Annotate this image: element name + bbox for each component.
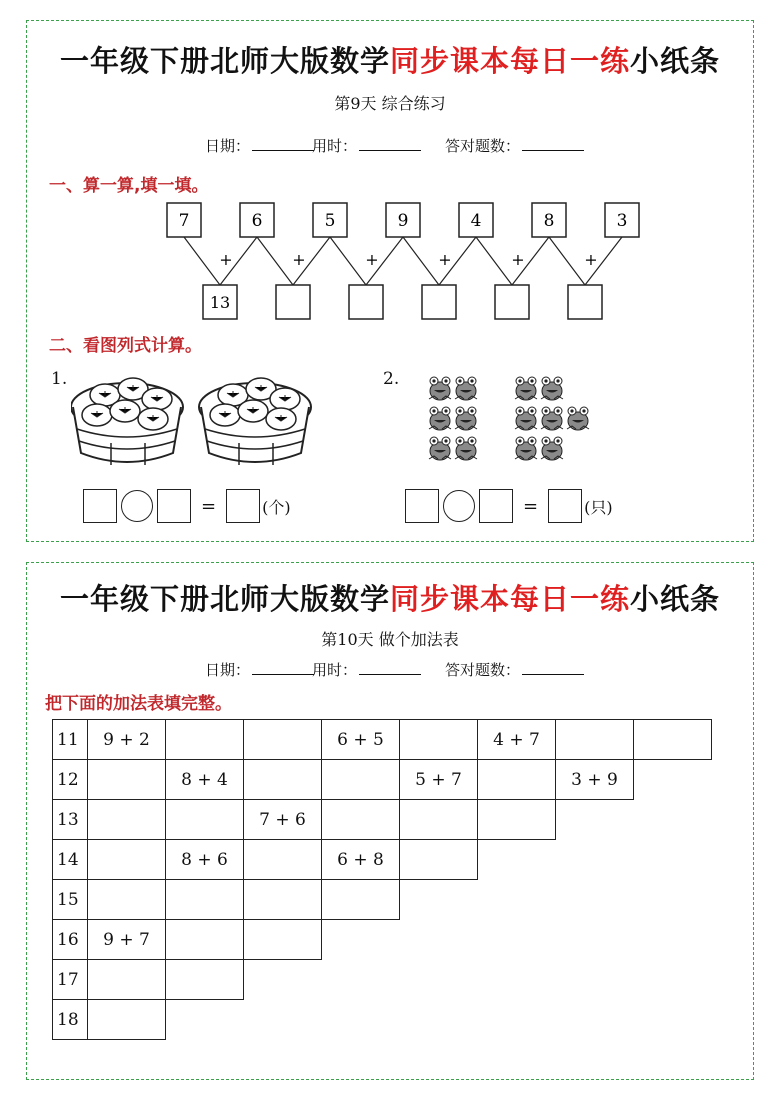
empty-space	[244, 960, 322, 1000]
table-cell[interactable]	[166, 960, 244, 1000]
sum-label: 14	[53, 840, 88, 880]
question1-label: 1.	[51, 369, 68, 389]
frog-icon	[429, 437, 451, 460]
table-row	[53, 960, 712, 1000]
empty-space	[634, 800, 712, 840]
answer-box[interactable]	[405, 489, 439, 523]
score-label: 答对题数：	[445, 137, 521, 155]
question2-label: 2.	[383, 369, 400, 389]
question1-equation	[83, 489, 291, 523]
frog-icon	[541, 437, 563, 460]
question2-equation	[405, 489, 613, 523]
equals-sign: =	[523, 495, 539, 517]
frog-icon	[429, 377, 451, 400]
frog-icon	[515, 377, 537, 400]
time-field[interactable]	[312, 659, 421, 680]
sum-label: 15	[53, 880, 88, 920]
table-cell[interactable]	[400, 800, 478, 840]
time-field[interactable]	[312, 135, 421, 156]
empty-space	[634, 1000, 712, 1040]
equals-sign: =	[201, 495, 217, 517]
table-cell[interactable]: 6 + 5	[322, 720, 400, 760]
title-part-red: 同步课本每日一练	[389, 44, 630, 78]
title-part-a: 一年级下册北师大版数学	[59, 44, 390, 78]
result-box[interactable]	[422, 285, 456, 319]
sheet2-title	[27, 577, 753, 618]
sum-label: 12	[53, 760, 88, 800]
empty-space	[556, 1000, 634, 1040]
time-label: 用时：	[312, 661, 358, 679]
table-cell[interactable]: 6 + 8	[322, 840, 400, 880]
empty-space	[478, 960, 556, 1000]
answer-box[interactable]	[548, 489, 582, 523]
table-row	[53, 800, 712, 840]
date-field[interactable]	[205, 135, 314, 156]
frog-icon	[429, 407, 451, 430]
score-field[interactable]	[445, 135, 584, 156]
frog-icon	[455, 377, 477, 400]
date-label: 日期：	[205, 137, 251, 155]
top-number: 3	[616, 211, 628, 231]
table-cell[interactable]: 9 + 7	[88, 920, 166, 960]
table-cell[interactable]	[556, 720, 634, 760]
table-cell[interactable]	[478, 800, 556, 840]
frog-icon	[455, 407, 477, 430]
empty-space	[322, 960, 400, 1000]
time-label: 用时：	[312, 137, 358, 155]
sheet1-subtitle: 第9天 综合练习	[334, 94, 446, 113]
sum-label: 13	[53, 800, 88, 840]
empty-space	[478, 880, 556, 920]
plus-sign: +	[219, 250, 233, 269]
empty-space	[166, 1000, 244, 1040]
empty-space	[400, 960, 478, 1000]
empty-space	[634, 840, 712, 880]
top-number: 5	[324, 211, 336, 231]
sheet1-title	[27, 39, 753, 80]
empty-space	[634, 920, 712, 960]
table-cell[interactable]	[400, 720, 478, 760]
answer-box[interactable]	[157, 489, 191, 523]
top-number: 8	[543, 211, 555, 231]
sum-label: 17	[53, 960, 88, 1000]
section2-heading: 二、看图列式计算。	[49, 336, 202, 356]
table-cell[interactable]	[244, 920, 322, 960]
table-cell[interactable]	[166, 920, 244, 960]
title-part-b: 小纸条	[630, 44, 721, 78]
table-cell[interactable]: 5 + 7	[400, 760, 478, 800]
empty-space	[322, 920, 400, 960]
answer-box[interactable]	[83, 489, 117, 523]
empty-space	[478, 920, 556, 960]
dumpling-baskets-illustration	[71, 365, 341, 475]
title-part-red: 同步课本每日一练	[389, 582, 630, 616]
section1-heading: 一、算一算,填一填。	[49, 176, 209, 196]
answer-box[interactable]	[479, 489, 513, 523]
table-cell[interactable]	[244, 840, 322, 880]
result-box[interactable]	[495, 285, 529, 319]
frog-icon	[541, 377, 563, 400]
table-row	[53, 720, 712, 760]
plus-sign: +	[584, 250, 598, 269]
table-cell[interactable]	[244, 880, 322, 920]
empty-space	[400, 880, 478, 920]
score-field[interactable]	[445, 659, 584, 680]
title-part-b: 小纸条	[630, 582, 721, 616]
frog-icon	[541, 407, 563, 430]
sum-label: 18	[53, 1000, 88, 1040]
empty-space	[634, 880, 712, 920]
title-part-a: 一年级下册北师大版数学	[59, 582, 390, 616]
table-cell[interactable]	[88, 1000, 166, 1040]
empty-space	[400, 1000, 478, 1040]
table-row	[53, 840, 712, 880]
date-label: 日期：	[205, 661, 251, 679]
table-cell[interactable]	[244, 720, 322, 760]
date-field[interactable]	[205, 659, 314, 680]
basket-icon	[71, 378, 183, 465]
table-cell[interactable]: 4 + 7	[478, 720, 556, 760]
empty-space	[634, 960, 712, 1000]
operator-circle[interactable]	[443, 490, 475, 522]
table-cell[interactable]	[244, 760, 322, 800]
table-row	[53, 880, 712, 920]
empty-space	[556, 800, 634, 840]
result-value: 13	[209, 293, 231, 312]
table-cell[interactable]	[88, 760, 166, 800]
sum-label: 16	[53, 920, 88, 960]
operator-circle[interactable]	[121, 490, 153, 522]
empty-space	[400, 920, 478, 960]
table-cell[interactable]	[88, 840, 166, 880]
top-number: 6	[251, 211, 263, 231]
table-row	[53, 1000, 712, 1040]
table-cell[interactable]	[478, 760, 556, 800]
plus-sign: +	[365, 250, 379, 269]
table-cell[interactable]	[322, 760, 400, 800]
table-cell[interactable]	[322, 800, 400, 840]
plus-sign: +	[438, 250, 452, 269]
frogs-illustration	[423, 373, 623, 473]
table-cell[interactable]	[166, 800, 244, 840]
result-box[interactable]	[276, 285, 310, 319]
empty-space	[556, 920, 634, 960]
table-row	[53, 920, 712, 960]
empty-space	[634, 760, 712, 800]
empty-space	[556, 880, 634, 920]
basket-icon	[199, 378, 311, 465]
plus-sign: +	[292, 250, 306, 269]
table-cell[interactable]: 8 + 4	[166, 760, 244, 800]
frog-icon	[455, 437, 477, 460]
table-cell[interactable]	[634, 720, 712, 760]
empty-space	[556, 960, 634, 1000]
table-cell[interactable]: 8 + 6	[166, 840, 244, 880]
frog-icon	[515, 407, 537, 430]
empty-space	[556, 840, 634, 880]
table-cell[interactable]	[88, 800, 166, 840]
table-cell[interactable]: 9 + 2	[88, 720, 166, 760]
table-cell[interactable]	[322, 880, 400, 920]
addition-table	[52, 719, 712, 1040]
empty-space	[244, 1000, 322, 1040]
table-cell[interactable]	[88, 960, 166, 1000]
answer-box[interactable]	[226, 489, 260, 523]
table-cell[interactable]	[88, 880, 166, 920]
empty-space	[322, 1000, 400, 1040]
table-cell[interactable]	[400, 840, 478, 880]
result-box[interactable]	[349, 285, 383, 319]
score-label: 答对题数：	[445, 661, 521, 679]
table-cell[interactable]: 3 + 9	[556, 760, 634, 800]
result-box[interactable]	[568, 285, 602, 319]
table-cell[interactable]	[166, 880, 244, 920]
frog-icon	[515, 437, 537, 460]
top-number: 7	[178, 211, 190, 231]
unit-label: (个)	[262, 497, 291, 517]
frog-icon	[567, 407, 589, 430]
plus-sign: +	[511, 250, 525, 269]
top-number: 4	[470, 211, 482, 231]
empty-space	[478, 1000, 556, 1040]
instruction-heading: 把下面的加法表填完整。	[45, 694, 232, 714]
worksheet-day9	[26, 20, 754, 542]
sum-label: 11	[53, 720, 88, 760]
empty-space	[478, 840, 556, 880]
unit-label: (只)	[584, 497, 613, 517]
table-cell[interactable]	[166, 720, 244, 760]
zigzag-addition-diagram	[27, 199, 755, 349]
sheet2-subtitle: 第10天 做个加法表	[321, 630, 459, 649]
top-number: 9	[397, 211, 409, 231]
table-row	[53, 760, 712, 800]
table-cell[interactable]: 7 + 6	[244, 800, 322, 840]
